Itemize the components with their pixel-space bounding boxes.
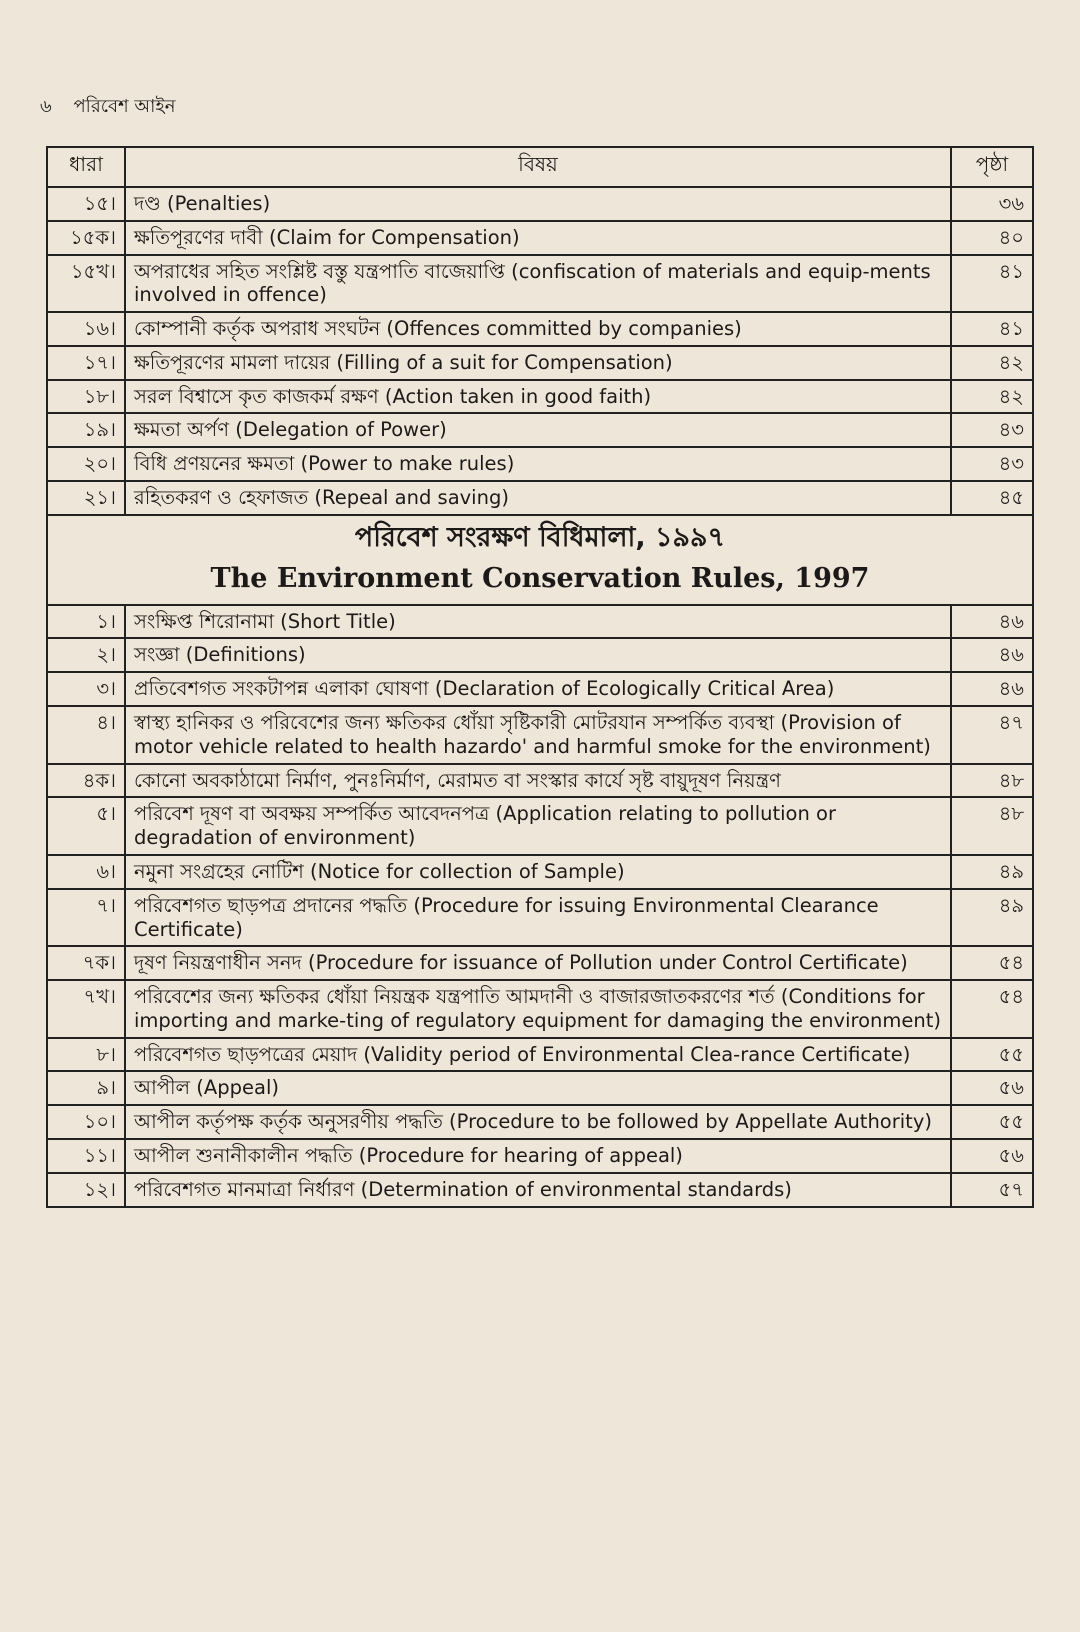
table-row: [47, 380, 1033, 414]
page-number-cell: ৪২: [951, 346, 1033, 380]
row-title: প্রতিবেশগত সংকটাপন্ন এলাকা ঘোষণা (Declaration of Ecologically Critical Area): [125, 672, 951, 706]
table-row: [47, 1173, 1033, 1207]
page-number-cell: ৫৬: [951, 1071, 1033, 1105]
row-title: কোনো অবকাঠামো নির্মাণ, পুনঃনির্মাণ, মেরামত বা সংস্কার কার্যে সৃষ্ট বায়ুদূষণ নিয়ন্ত্রণ: [125, 764, 951, 798]
table-row: [47, 447, 1033, 481]
table-row: [47, 706, 1033, 764]
row-title: পরিবেশ দূষণ বা অবক্ষয় সম্পর্কিত আবেদনপত্র (Application relating to pollution or degradation of environment): [125, 797, 951, 855]
row-title: সংক্ষিপ্ত শিরোনামা (Short Title): [125, 605, 951, 639]
row-title: সরল বিশ্বাসে কৃত কাজকর্ম রক্ষণ (Action taken in good faith): [125, 380, 951, 414]
section-number: ১১।: [47, 1139, 125, 1173]
col-header-page: পৃষ্ঠা: [951, 147, 1033, 187]
section-heading-en: The Environment Conservation Rules, 1997: [210, 562, 870, 594]
act-rows: [47, 187, 1033, 515]
section-number: ১৬।: [47, 312, 125, 346]
row-title: পরিবেশগত ছাড়পত্রের মেয়াদ (Validity period of Environmental Clea-rance Certificate): [125, 1038, 951, 1072]
section-number: ১৭।: [47, 346, 125, 380]
page-number-cell: ৪৬: [951, 638, 1033, 672]
row-title: পরিবেশগত মানমাত্রা নির্ধারণ (Determination of environmental standards): [125, 1173, 951, 1207]
page-number: ৬: [40, 96, 52, 117]
table-row: [47, 797, 1033, 855]
table-row: [47, 855, 1033, 889]
book-title: পরিবেশ আইন: [73, 96, 176, 117]
page-number-cell: ৪৯: [951, 889, 1033, 947]
table-row: [47, 346, 1033, 380]
page-number-cell: ৪৯: [951, 855, 1033, 889]
page-number-cell: ৪৬: [951, 605, 1033, 639]
col-header-subject: বিষয়: [125, 147, 951, 187]
col-header-section: ধারা: [47, 147, 125, 187]
row-title: নমুনা সংগ্রহের নোটিশ (Notice for collection of Sample): [125, 855, 951, 889]
table-row: [47, 1139, 1033, 1173]
section-number: ৭খ।: [47, 980, 125, 1038]
table-row: [47, 764, 1033, 798]
section-number: ৯।: [47, 1071, 125, 1105]
table-row: [47, 1071, 1033, 1105]
row-title: রহিতকরণ ও হেফাজত (Repeal and saving): [125, 481, 951, 515]
page-number-cell: ৪৮: [951, 764, 1033, 798]
section-number: ২১।: [47, 481, 125, 515]
page-number-cell: ৪২: [951, 380, 1033, 414]
section-number: ২।: [47, 638, 125, 672]
section-number: ৪।: [47, 706, 125, 764]
section-number: ১৯।: [47, 413, 125, 447]
table-row: [47, 638, 1033, 672]
page-number-cell: ৪৭: [951, 706, 1033, 764]
table-row: [47, 255, 1033, 313]
section-number: ১৫খ।: [47, 255, 125, 313]
table-header-row: [47, 147, 1033, 187]
section-number: ৩।: [47, 672, 125, 706]
table-row: [47, 481, 1033, 515]
section-heading-row: [47, 515, 1033, 605]
page-number-cell: ৪৩: [951, 447, 1033, 481]
page-number-cell: ৫৪: [951, 946, 1033, 980]
row-title: স্বাস্থ্য হানিকর ও পরিবেশের জন্য ক্ষতিকর ধোঁয়া সৃষ্টিকারী মোটরযান সম্পর্কিত ব্যবস্থা (Provision of motor vehicle related to health hazardo' and harmful smoke for the environment): [125, 706, 951, 764]
page-number-cell: ৩৬: [951, 187, 1033, 221]
section-number: ৫।: [47, 797, 125, 855]
section-number: ১২।: [47, 1173, 125, 1207]
row-title: সংজ্ঞা (Definitions): [125, 638, 951, 672]
table-row: [47, 605, 1033, 639]
row-title: কোম্পানী কর্তৃক অপরাধ সংঘটন (Offences committed by companies): [125, 312, 951, 346]
row-title: অপরাধের সহিত সংশ্লিষ্ট বস্তু যন্ত্রপাতি বাজেয়াপ্তি (confiscation of materials and equip-ments involved in offence): [125, 255, 951, 313]
table-row: [47, 672, 1033, 706]
row-title: আপীল শুনানীকালীন পদ্ধতি (Procedure for hearing of appeal): [125, 1139, 951, 1173]
page-number-cell: ৪০: [951, 221, 1033, 255]
row-title: আপীল কর্তৃপক্ষ কর্তৃক অনুসরণীয় পদ্ধতি (Procedure to be followed by Appellate Authority): [125, 1105, 951, 1139]
row-title: পরিবেশের জন্য ক্ষতিকর ধোঁয়া নিয়ন্ত্রক যন্ত্রপাতি আমদানী ও বাজারজাতকরণের শর্ত (Conditions for importing and marke-ting of regulatory equipment for damaging the environment): [125, 980, 951, 1038]
table-row: [47, 1105, 1033, 1139]
rules-rows: [47, 605, 1033, 1207]
table-row: [47, 889, 1033, 947]
page-number-cell: ৫৪: [951, 980, 1033, 1038]
running-head: [40, 92, 191, 123]
section-heading: [47, 515, 1033, 605]
section-number: ৬।: [47, 855, 125, 889]
table-row: [47, 1038, 1033, 1072]
page-number-cell: ৫৫: [951, 1038, 1033, 1072]
section-number: ৪ক।: [47, 764, 125, 798]
page-number-cell: ৪১: [951, 255, 1033, 313]
table-row: [47, 946, 1033, 980]
row-title: আপীল (Appeal): [125, 1071, 951, 1105]
row-title: দূষণ নিয়ন্ত্রণাধীন সনদ (Procedure for issuance of Pollution under Control Certificate): [125, 946, 951, 980]
table-row: [47, 980, 1033, 1038]
section-number: ১৮।: [47, 380, 125, 414]
table-row: [47, 312, 1033, 346]
page-number-cell: ৫৭: [951, 1173, 1033, 1207]
table-row: [47, 221, 1033, 255]
page-number-cell: ৪৩: [951, 413, 1033, 447]
page-number-cell: ৫৫: [951, 1105, 1033, 1139]
page-number-cell: ৫৬: [951, 1139, 1033, 1173]
section-number: ১।: [47, 605, 125, 639]
section-number: ১৫ক।: [47, 221, 125, 255]
section-number: ১০।: [47, 1105, 125, 1139]
section-number: ৭ক।: [47, 946, 125, 980]
section-number: ১৫।: [47, 187, 125, 221]
row-title: ক্ষতিপূরণের দাবী (Claim for Compensation): [125, 221, 951, 255]
table-row: [47, 413, 1033, 447]
page-number-cell: ৪৮: [951, 797, 1033, 855]
row-title: বিধি প্রণয়নের ক্ষমতা (Power to make rules): [125, 447, 951, 481]
contents-table: [46, 146, 1034, 1208]
page-number-cell: ৪৫: [951, 481, 1033, 515]
section-number: ২০।: [47, 447, 125, 481]
table-row: [47, 187, 1033, 221]
section-heading-bn: পরিবেশ সংরক্ষণ বিধিমালা, ১৯৯৭: [354, 521, 726, 553]
row-title: পরিবেশগত ছাড়পত্র প্রদানের পদ্ধতি (Procedure for issuing Environmental Clearance Certificate): [125, 889, 951, 947]
section-number: ৭।: [47, 889, 125, 947]
page-number-cell: ৪৬: [951, 672, 1033, 706]
section-number: ৮।: [47, 1038, 125, 1072]
row-title: ক্ষতিপূরণের মামলা দায়ের (Filling of a suit for Compensation): [125, 346, 951, 380]
row-title: দণ্ড (Penalties): [125, 187, 951, 221]
page-number-cell: ৪১: [951, 312, 1033, 346]
row-title: ক্ষমতা অর্পণ (Delegation of Power): [125, 413, 951, 447]
